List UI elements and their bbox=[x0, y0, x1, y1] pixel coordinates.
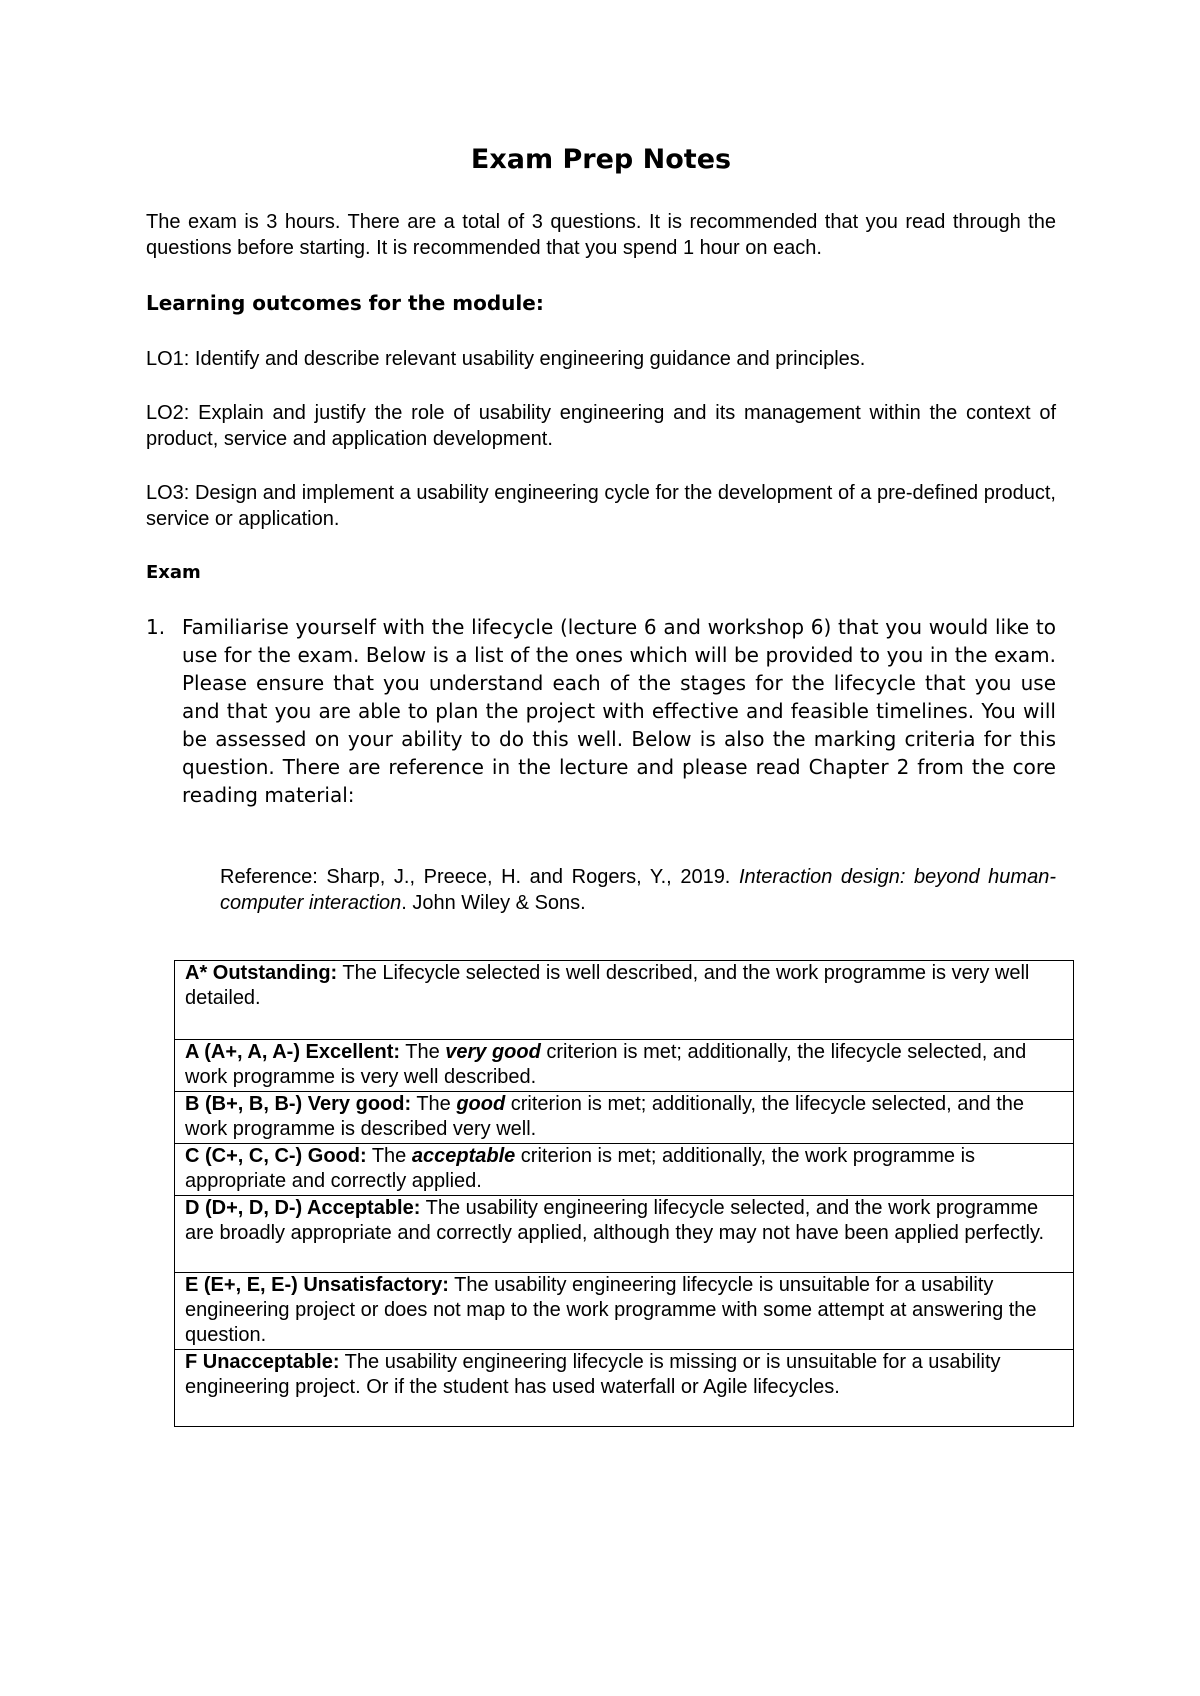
criteria-cell bbox=[175, 961, 1074, 1040]
criteria-row bbox=[175, 961, 1074, 1040]
learning-outcome-lo1: LO1: Identify and describe relevant usability engineering guidance and principles. bbox=[146, 348, 866, 370]
marking-criteria-table bbox=[174, 960, 1074, 1427]
criteria-cell bbox=[175, 1273, 1074, 1350]
criteria-description-end: criterion is met; additionally, the work programme is appropriate and correctly applied. bbox=[185, 1145, 976, 1192]
criteria-description-end: criterion is met; additionally, the lifecycle selected, and the work programme is described very well. bbox=[185, 1093, 1024, 1140]
exam-heading: Exam bbox=[146, 562, 201, 583]
question-number: 1. bbox=[146, 615, 166, 639]
criteria-description-start: The bbox=[400, 1041, 446, 1063]
criteria-description: The usability engineering lifecycle is unsuitable for a usability engineering project or does not map to the work programme with some attempt at answering the question. bbox=[185, 1274, 1037, 1346]
grade-label: A (A+, A, A-) Excellent: bbox=[185, 1041, 401, 1063]
criteria-row bbox=[175, 1040, 1074, 1092]
criteria-emphasis: very good bbox=[445, 1041, 541, 1063]
page-title: Exam Prep Notes bbox=[470, 144, 732, 175]
criteria-description: The usability engineering lifecycle is missing or is unsuitable for a usability engineering project. Or if the student has used waterfall or Agile lifecycles. bbox=[185, 1351, 1001, 1398]
reference-prefix: Reference: Sharp, J., Preece, H. and Rogers, Y., 2019. bbox=[220, 866, 739, 888]
grade-label: F Unacceptable: bbox=[185, 1351, 340, 1373]
intro-paragraph: The exam is 3 hours. There are a total of 3 questions. It is recommended that you read through the questions before starting. It is recommended that you spend 1 hour on each. bbox=[146, 211, 1056, 259]
grade-label: A* Outstanding: bbox=[185, 962, 338, 984]
criteria-row bbox=[175, 1350, 1074, 1427]
criteria-cell bbox=[175, 1196, 1074, 1273]
criteria-description-start: The bbox=[366, 1145, 412, 1167]
criteria-description: The usability engineering lifecycle selected, and the work programme are broadly appropriate and correctly applied, although they may not have been applied perfectly. bbox=[185, 1197, 1045, 1244]
learning-outcome-lo3: LO3: Design and implement a usability engineering cycle for the development of a pre-defined product, service or application. bbox=[146, 482, 1056, 530]
criteria-description-end: criterion is met; additionally, the lifecycle selected, and work programme is very well described. bbox=[185, 1041, 1027, 1088]
criteria-emphasis: good bbox=[456, 1093, 506, 1115]
criteria-cell bbox=[175, 1350, 1074, 1427]
learning-outcomes-heading: Learning outcomes for the module: bbox=[146, 291, 544, 315]
criteria-cell bbox=[175, 1040, 1074, 1092]
criteria-description: The Lifecycle selected is well described, and the work programme is very well detailed. bbox=[185, 962, 1030, 1009]
criteria-description-start: The bbox=[411, 1093, 457, 1115]
criteria-row bbox=[175, 1273, 1074, 1350]
grade-label: B (B+, B, B-) Very good: bbox=[185, 1093, 412, 1115]
grade-label: E (E+, E, E-) Unsatisfactory: bbox=[185, 1274, 449, 1296]
grade-label: D (D+, D, D-) Acceptable: bbox=[185, 1197, 421, 1219]
grade-label: C (C+, C, C-) Good: bbox=[185, 1145, 367, 1167]
question-text: Familiarise yourself with the lifecycle (lecture 6 and workshop 6) that you would like to use for the exam. Below is a list of the ones which will be provided to you in the exam. Please ensure that you understand each of the stages for the lifecycle that you use and that you are able to plan the project with effective and feasible timelines. You will be assessed on your ability to do this well. Below is also the marking criteria for this question. There are reference in the lecture and please read Chapter 2 from the core reading material: bbox=[182, 615, 1056, 807]
criteria-row bbox=[175, 1144, 1074, 1196]
criteria-row bbox=[175, 1196, 1074, 1273]
reference-book-title: Interaction design: beyond human-computer interaction bbox=[220, 866, 1056, 914]
reference-citation bbox=[220, 864, 1056, 916]
reference-suffix: . John Wiley & Sons. bbox=[401, 892, 586, 914]
criteria-emphasis: acceptable bbox=[411, 1145, 516, 1167]
criteria-row bbox=[175, 1092, 1074, 1144]
learning-outcome-lo2: LO2: Explain and justify the role of usability engineering and its management within the context of product, service and application development. bbox=[146, 402, 1056, 450]
criteria-cell bbox=[175, 1144, 1074, 1196]
criteria-cell bbox=[175, 1092, 1074, 1144]
